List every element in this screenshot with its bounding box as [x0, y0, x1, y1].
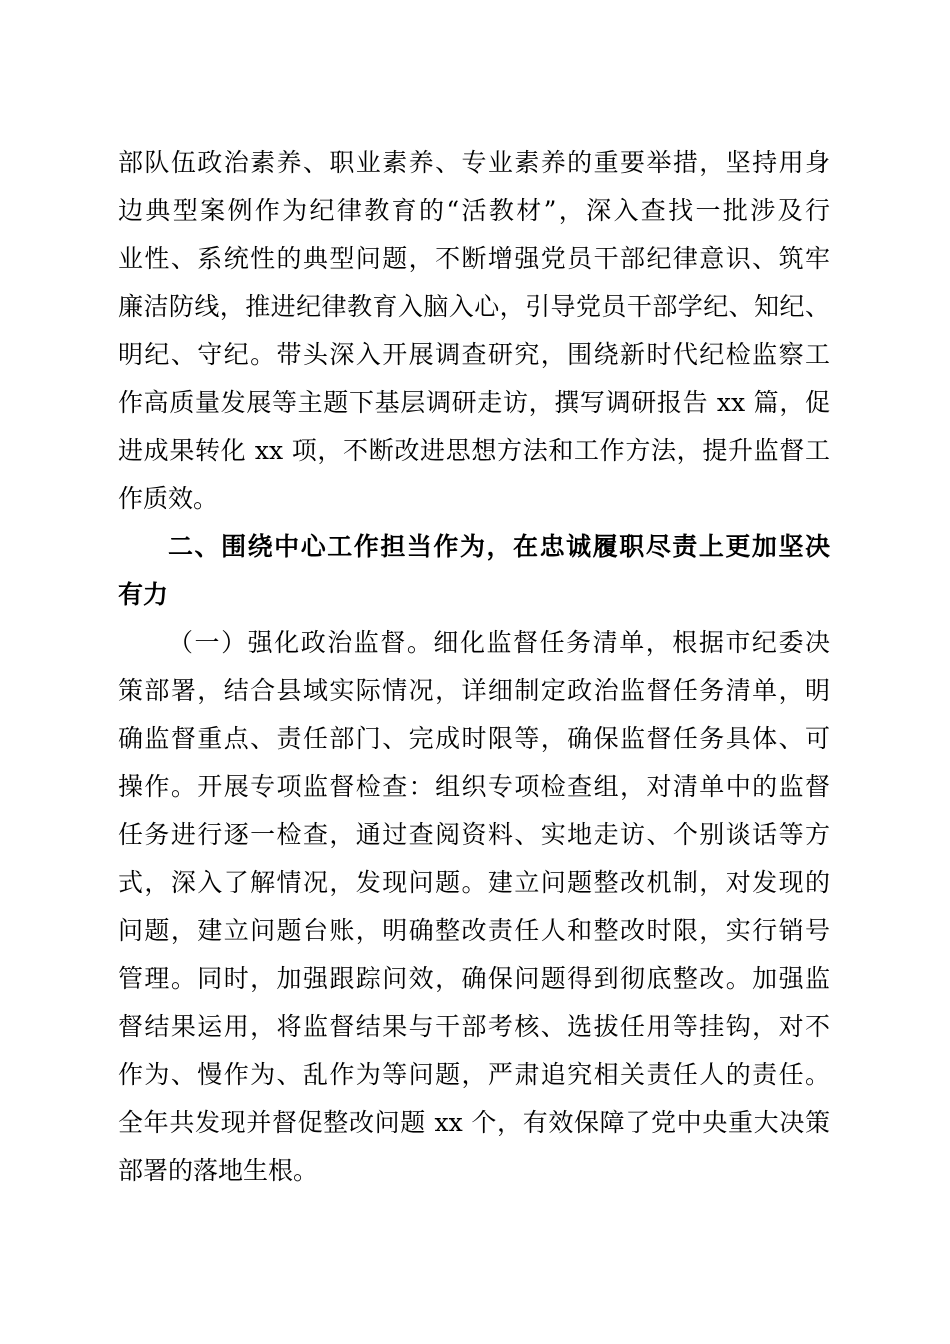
- paragraph-2-line: 操作。开展专项监督检查：组织专项检查组，对清单中的监督: [118, 772, 830, 801]
- paragraph-2-line: （一）强化政治监督。细化监督任务清单，根据市纪委决: [168, 628, 830, 657]
- paragraph-2-line: 确监督重点、责任部门、完成时限等，确保监督任务具体、可: [118, 724, 830, 753]
- paragraph-2-line: 策部署，结合县域实际情况，详细制定政治监督任务清单，明: [118, 676, 830, 705]
- paragraph-2-line: 全年共发现并督促整改问题 xx 个，有效保障了党中央重大决策: [118, 1108, 830, 1137]
- paragraph-2-line: 督结果运用，将监督结果与干部考核、选拔任用等挂钩，对不: [118, 1012, 830, 1041]
- paragraph-1-line: 部队伍政治素养、职业素养、专业素养的重要举措，坚持用身: [118, 148, 830, 177]
- paragraph-1-line: 边典型案例作为纪律教育的“活教材”，深入查找一批涉及行: [118, 196, 830, 225]
- section-heading-line: 二、围绕中心工作担当作为，在忠诚履职尽责上更加坚决: [168, 532, 830, 561]
- paragraph-2-line: 管理。同时，加强跟踪问效，确保问题得到彻底整改。加强监: [118, 964, 830, 993]
- paragraph-1-line: 进成果转化 xx 项，不断改进思想方法和工作方法，提升监督工: [118, 436, 830, 465]
- paragraph-1-line: 作高质量发展等主题下基层调研走访，撰写调研报告 xx 篇，促: [118, 388, 830, 417]
- paragraph-2-line: 任务进行逐一检查，通过查阅资料、实地走访、个别谈话等方: [118, 820, 830, 849]
- paragraph-1-line: 业性、系统性的典型问题，不断增强党员干部纪律意识、筑牢: [118, 244, 830, 273]
- paragraph-2-line: 式，深入了解情况，发现问题。建立问题整改机制，对发现的: [118, 868, 830, 897]
- paragraph-2-line: 部署的落地生根。: [118, 1156, 319, 1185]
- paragraph-1-line: 明纪、守纪。带头深入开展调查研究，围绕新时代纪检监察工: [118, 340, 830, 369]
- paragraph-1-line: 廉洁防线，推进纪律教育入脑入心，引导党员干部学纪、知纪、: [118, 292, 830, 321]
- paragraph-2-line: 问题，建立问题台账，明确整改责任人和整改时限，实行销号: [118, 916, 830, 945]
- paragraph-1-line: 作质效。: [118, 484, 219, 513]
- section-heading-line: 有力: [118, 580, 169, 609]
- paragraph-2-line: 作为、慢作为、乱作为等问题，严肃追究相关责任人的责任。: [118, 1060, 830, 1089]
